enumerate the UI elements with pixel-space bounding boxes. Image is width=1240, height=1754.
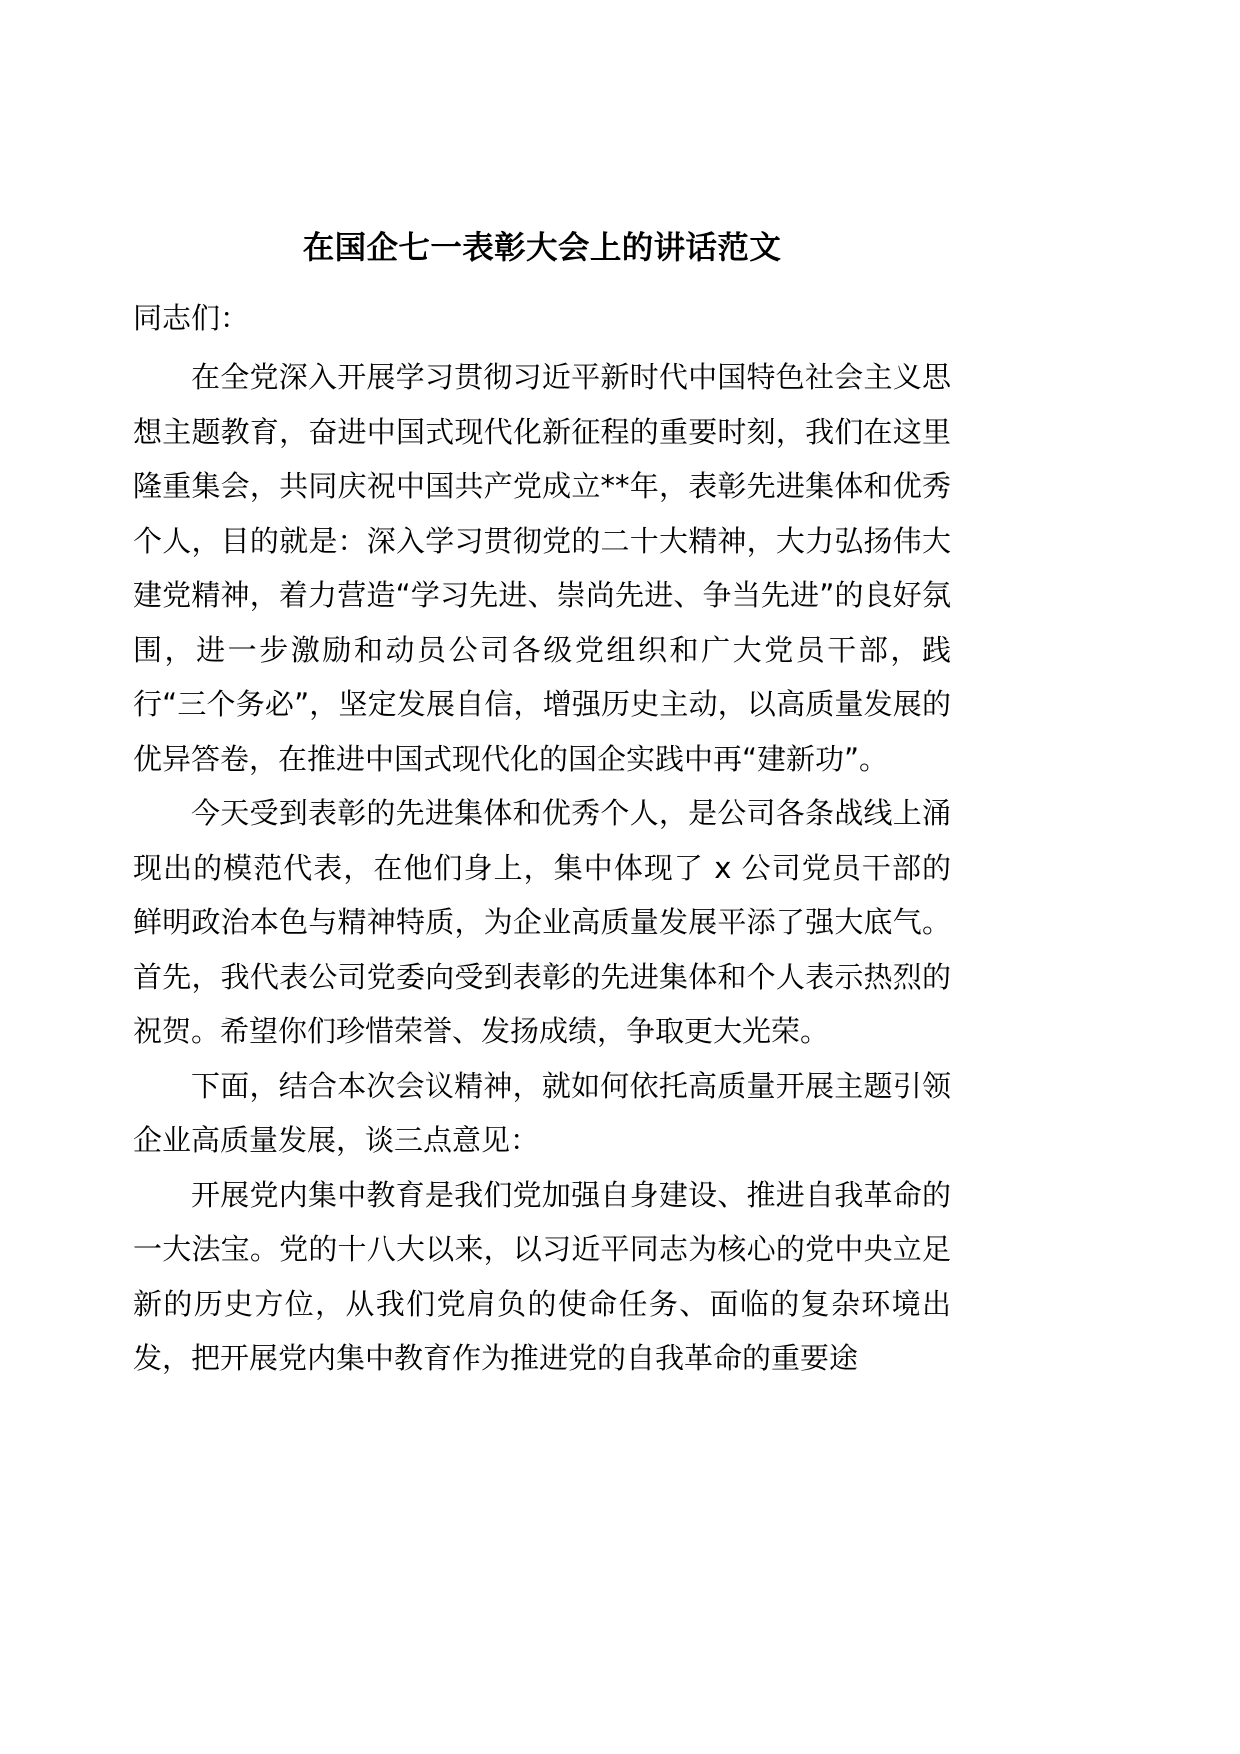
document-content [133, 225, 951, 1386]
salutation: 同志们： [133, 301, 250, 336]
page-title: 在国企七一表彰大会上的讲话范文 [302, 230, 782, 266]
body-paragraph-4: 开展党内集中教育是我们党加强自身建设、推进自我革命的一大法宝。党的十八大以来，以习近平同志为核心的党中央立足新的历史方位，从我们党肩负的使命任务、面临的复杂环境出发，把开展党内集中教育作为推进党的自我革命的重要途 [133, 1177, 951, 1376]
body-paragraph-3: 下面，结合本次会议精神，就如何依托高质量开展主题引领企业高质量发展，谈三点意见： [133, 1068, 951, 1158]
body-paragraph-2: 今天受到表彰的先进集体和优秀个人，是公司各条战线上涌现出的模范代表，在他们身上，集中体现了 x 公司党员干部的鲜明政治本色与精神特质，为企业高质量发展平添了强大底气。首先，我代表公司党委向受到表彰的先进集体和个人表示热烈的祝贺。希望你们珍惜荣誉、发扬成绩，争取更大光荣。 [133, 796, 951, 1049]
body-paragraph-1: 在全党深入开展学习贯彻习近平新时代中国特色社会主义思想主题教育，奋进中国式现代化新征程的重要时刻，我们在这里隆重集会，共同庆祝中国共产党成立**年，表彰先进集体和优秀个人，目的就是：深入学习贯彻党的二十大精神，大力弘扬伟大建党精神，着力营造“学习先进、崇尚先进、争当先进”的良好氛围，进一步激励和动员公司各级党组织和广大党员干部，践行“三个务必”，坚定发展自信，增强历史主动，以高质量发展的优异答卷，在推进中国式现代化的国企实践中再“建新功”。 [133, 360, 951, 776]
